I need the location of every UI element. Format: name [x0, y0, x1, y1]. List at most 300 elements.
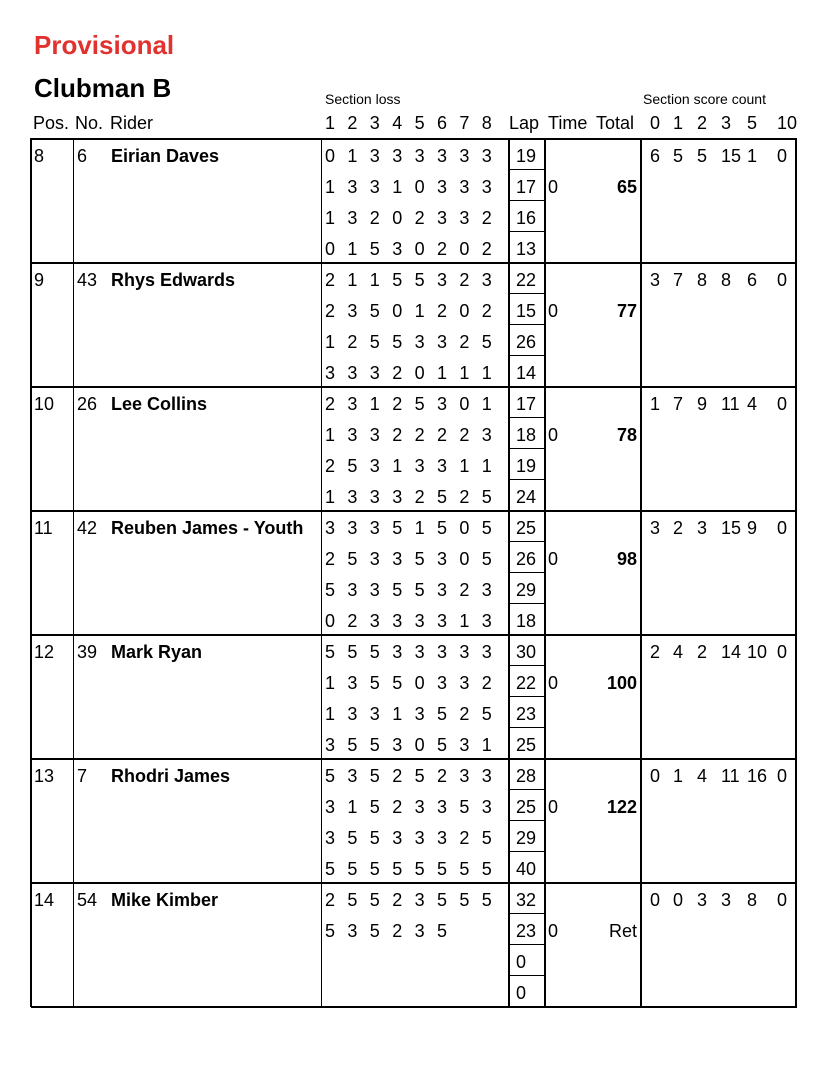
score-count: 3: [650, 270, 661, 290]
section-score: 3: [369, 580, 380, 600]
section-score: 3: [414, 890, 425, 910]
section-score: 5: [369, 859, 380, 879]
section-number-header: 4: [392, 113, 403, 133]
section-score: 2: [392, 766, 403, 786]
section-score: 3: [369, 611, 380, 631]
section-score: 1: [414, 301, 425, 321]
lap-divider: [509, 944, 545, 945]
section-score: 2: [325, 549, 336, 569]
section-score: 1: [347, 797, 358, 817]
section-score: 3: [437, 270, 448, 290]
section-score: 5: [392, 580, 403, 600]
section-score: 1: [347, 146, 358, 166]
section-number-header: 6: [437, 113, 448, 133]
score-count: 5: [697, 146, 708, 166]
section-score: 2: [325, 890, 336, 910]
section-score: 2: [437, 239, 448, 259]
lap-total: 13: [516, 239, 537, 259]
section-score: 5: [481, 518, 492, 538]
section-score: 5: [392, 859, 403, 879]
section-score: 3: [325, 735, 336, 755]
score-count: 0: [777, 642, 788, 662]
section-score: 3: [459, 642, 470, 662]
section-score: 2: [392, 363, 403, 383]
section-score: 1: [459, 363, 470, 383]
section-number-header: 2: [347, 113, 358, 133]
section-score: 1: [325, 673, 336, 693]
section-score: 3: [414, 704, 425, 724]
section-score: 3: [414, 797, 425, 817]
section-score: 0: [459, 239, 470, 259]
section-score: 3: [437, 611, 448, 631]
section-score: 2: [437, 766, 448, 786]
section-score: 5: [369, 797, 380, 817]
section-score: 3: [437, 394, 448, 414]
section-score: 0: [414, 239, 425, 259]
section-score: 5: [347, 859, 358, 879]
section-score: 0: [414, 177, 425, 197]
score-value-header: 10: [777, 113, 798, 133]
section-score: 5: [437, 735, 448, 755]
rider-number: 6: [77, 146, 88, 166]
section-score: 5: [437, 518, 448, 538]
section-score: 3: [369, 363, 380, 383]
section-score: 5: [347, 890, 358, 910]
lap-header: Lap: [509, 113, 540, 133]
section-score: 2: [437, 425, 448, 445]
section-score: 1: [392, 456, 403, 476]
lap-divider: [509, 448, 545, 449]
section-score: 1: [437, 363, 448, 383]
section-score: 1: [414, 518, 425, 538]
row-divider: [31, 1006, 797, 1008]
section-score: 5: [481, 332, 492, 352]
section-score: 2: [347, 332, 358, 352]
score-count: 11: [721, 394, 740, 414]
score-count: 0: [777, 518, 788, 538]
column-divider: [73, 138, 74, 1007]
rider-number: 43: [77, 270, 98, 290]
score-count: 5: [673, 146, 684, 166]
row-divider: [31, 138, 797, 140]
row-divider: [31, 758, 797, 760]
lap-divider: [509, 913, 545, 914]
lap-total: 22: [516, 673, 537, 693]
section-score: 3: [347, 673, 358, 693]
section-score: 3: [392, 146, 403, 166]
section-score: 2: [325, 270, 336, 290]
section-score: 3: [369, 704, 380, 724]
score-count: 4: [673, 642, 684, 662]
section-score: 3: [325, 518, 336, 538]
section-score: 1: [369, 270, 380, 290]
section-score: 3: [459, 146, 470, 166]
section-score: 2: [414, 487, 425, 507]
section-score: 5: [459, 797, 470, 817]
section-score: 5: [392, 270, 403, 290]
section-number-header: 8: [481, 113, 492, 133]
lap-total: 26: [516, 549, 537, 569]
status-label: Provisional: [34, 30, 175, 60]
lap-divider: [509, 169, 545, 170]
score-count: 2: [697, 642, 708, 662]
score-count: 10: [747, 642, 768, 662]
section-score: 3: [437, 456, 448, 476]
section-score: 3: [347, 177, 358, 197]
rider-number: 42: [77, 518, 98, 538]
score-count: 0: [777, 270, 788, 290]
lap-total: 0: [516, 952, 527, 972]
column-divider: [640, 138, 642, 1007]
section-score: 0: [414, 363, 425, 383]
section-score: 5: [392, 673, 403, 693]
lap-divider: [509, 975, 545, 976]
section-loss-heading: Section loss: [325, 91, 401, 107]
section-score: 3: [347, 580, 358, 600]
lap-total: 17: [516, 177, 537, 197]
section-score: 5: [414, 580, 425, 600]
lap-total: 18: [516, 611, 537, 631]
rider-total: 77: [616, 301, 637, 321]
section-score: 1: [459, 611, 470, 631]
section-score: 3: [369, 425, 380, 445]
rider-number: 54: [77, 890, 98, 910]
section-score: 5: [369, 890, 380, 910]
rider-time: 0: [548, 425, 559, 445]
lap-total: 26: [516, 332, 537, 352]
rider-time: 0: [548, 797, 559, 817]
section-score: 3: [414, 828, 425, 848]
section-score: 2: [459, 487, 470, 507]
rider-time: 0: [548, 301, 559, 321]
section-score: 5: [369, 766, 380, 786]
section-score: 3: [347, 704, 358, 724]
section-score: 5: [369, 332, 380, 352]
rider-name: Lee Collins: [111, 394, 208, 414]
section-score: 3: [392, 487, 403, 507]
score-count: 9: [697, 394, 708, 414]
rider-name: Mark Ryan: [111, 642, 203, 662]
rider-name: Reuben James - Youth: [111, 518, 304, 538]
section-score: 0: [459, 549, 470, 569]
section-score: 1: [481, 456, 492, 476]
section-score: 5: [392, 332, 403, 352]
section-score: 5: [481, 859, 492, 879]
lap-divider: [509, 231, 545, 232]
section-score: 2: [437, 301, 448, 321]
section-score: 2: [481, 301, 492, 321]
rider-total: 100: [606, 673, 637, 693]
section-score: 3: [437, 208, 448, 228]
section-score: 5: [369, 921, 380, 941]
rider-time: 0: [548, 177, 559, 197]
section-score: 3: [414, 642, 425, 662]
section-score: 5: [437, 921, 448, 941]
lap-total: 17: [516, 394, 537, 414]
section-score: 2: [481, 239, 492, 259]
section-number-header: 7: [459, 113, 470, 133]
lap-total: 25: [516, 797, 537, 817]
rider-position: 11: [34, 518, 53, 538]
score-count: 2: [673, 518, 684, 538]
section-score: 3: [369, 549, 380, 569]
section-number-header: 3: [369, 113, 380, 133]
section-score: 2: [392, 890, 403, 910]
section-score: 0: [414, 673, 425, 693]
section-score: 3: [325, 363, 336, 383]
section-score: 5: [481, 487, 492, 507]
lap-total: 0: [516, 983, 527, 1003]
score-count: 7: [673, 394, 684, 414]
score-value-header: 5: [747, 113, 758, 133]
section-score: 2: [392, 921, 403, 941]
lap-total: 14: [516, 363, 537, 383]
section-score: 1: [369, 394, 380, 414]
section-score: 1: [325, 332, 336, 352]
section-score: 5: [437, 704, 448, 724]
section-score: 5: [369, 673, 380, 693]
row-divider: [31, 510, 797, 512]
lap-divider: [509, 665, 545, 666]
section-score: 3: [347, 921, 358, 941]
section-score: 1: [481, 735, 492, 755]
rider-position: 14: [34, 890, 55, 910]
score-count: 0: [650, 890, 661, 910]
score-count: 14: [721, 642, 742, 662]
section-score: 3: [437, 146, 448, 166]
section-score: 0: [459, 518, 470, 538]
score-count: 7: [673, 270, 684, 290]
section-score: 5: [369, 735, 380, 755]
section-score: 5: [325, 642, 336, 662]
lap-divider: [509, 789, 545, 790]
section-score: 3: [392, 735, 403, 755]
rider-position: 13: [34, 766, 55, 786]
section-score: 5: [481, 704, 492, 724]
section-score: 3: [481, 425, 492, 445]
section-score: 1: [392, 704, 403, 724]
section-score: 3: [392, 239, 403, 259]
section-score: 3: [459, 177, 470, 197]
score-count: 11: [721, 766, 740, 786]
section-score: 5: [347, 642, 358, 662]
section-score: 3: [481, 642, 492, 662]
score-value-header: 3: [721, 113, 732, 133]
section-score-count-heading: Section score count: [643, 91, 766, 107]
section-score: 1: [325, 704, 336, 724]
lap-total: 18: [516, 425, 537, 445]
score-count: 4: [697, 766, 708, 786]
rider-total: 65: [616, 177, 637, 197]
lap-divider: [509, 541, 545, 542]
section-score: 5: [325, 921, 336, 941]
rider-time: 0: [548, 921, 559, 941]
score-count: 0: [777, 146, 788, 166]
section-score: 3: [369, 146, 380, 166]
section-score: 3: [459, 766, 470, 786]
score-count: 1: [673, 766, 684, 786]
section-score: 3: [481, 270, 492, 290]
section-score: 3: [437, 580, 448, 600]
section-score: 2: [459, 270, 470, 290]
section-score: 0: [414, 735, 425, 755]
section-score: 1: [325, 425, 336, 445]
section-score: 5: [369, 642, 380, 662]
section-score: 3: [459, 208, 470, 228]
section-score: 2: [459, 704, 470, 724]
section-score: 5: [347, 456, 358, 476]
score-count: 3: [650, 518, 661, 538]
column-divider: [795, 138, 797, 1007]
lap-total: 22: [516, 270, 537, 290]
lap-total: 30: [516, 642, 537, 662]
section-score: 2: [459, 828, 470, 848]
lap-total: 23: [516, 921, 537, 941]
rider-position: 12: [34, 642, 55, 662]
score-value-header: 2: [697, 113, 708, 133]
section-score: 3: [347, 394, 358, 414]
rider-number: 26: [77, 394, 98, 414]
rider-time: 0: [548, 673, 559, 693]
section-score: 0: [325, 611, 336, 631]
lap-total: 28: [516, 766, 537, 786]
section-score: 5: [481, 890, 492, 910]
section-score: 0: [459, 301, 470, 321]
lap-total: 15: [516, 301, 537, 321]
section-score: 2: [481, 673, 492, 693]
score-count: 15: [721, 146, 742, 166]
section-score: 3: [347, 425, 358, 445]
section-score: 1: [325, 177, 336, 197]
section-score: 3: [481, 146, 492, 166]
section-score: 3: [414, 332, 425, 352]
section-score: 5: [347, 549, 358, 569]
section-score: 5: [414, 270, 425, 290]
score-count: 8: [697, 270, 708, 290]
rider-header: Rider: [110, 113, 154, 133]
score-count: 0: [777, 766, 788, 786]
section-score: 2: [325, 394, 336, 414]
section-score: 3: [414, 456, 425, 476]
section-score: 1: [459, 456, 470, 476]
section-score: 5: [414, 549, 425, 569]
section-score: 3: [392, 549, 403, 569]
section-score: 3: [369, 518, 380, 538]
section-score: 3: [459, 735, 470, 755]
section-score: 3: [325, 828, 336, 848]
rider-total: 122: [606, 797, 637, 817]
section-score: 3: [414, 921, 425, 941]
section-score: 0: [325, 239, 336, 259]
section-score: 0: [325, 146, 336, 166]
rider-name: Mike Kimber: [111, 890, 219, 910]
lap-total: 23: [516, 704, 537, 724]
rider-total: 98: [616, 549, 637, 569]
section-score: 3: [437, 549, 448, 569]
score-count: 0: [777, 890, 788, 910]
section-score: 2: [325, 301, 336, 321]
section-score: 5: [481, 549, 492, 569]
section-score: 5: [414, 859, 425, 879]
section-score: 3: [437, 673, 448, 693]
lap-divider: [509, 603, 545, 604]
lap-divider: [509, 696, 545, 697]
score-count: 3: [697, 890, 708, 910]
section-score: 2: [481, 208, 492, 228]
section-score: 3: [347, 766, 358, 786]
section-score: 5: [414, 766, 425, 786]
section-score: 1: [347, 239, 358, 259]
lap-divider: [509, 200, 545, 201]
score-count: 0: [650, 766, 661, 786]
lap-divider: [509, 727, 545, 728]
row-divider: [31, 882, 797, 884]
section-score: 2: [325, 456, 336, 476]
section-score: 1: [325, 208, 336, 228]
section-score: 5: [392, 518, 403, 538]
section-score: 2: [459, 425, 470, 445]
section-score: 3: [347, 208, 358, 228]
section-score: 3: [325, 797, 336, 817]
lap-divider: [509, 851, 545, 852]
section-score: 5: [459, 890, 470, 910]
lap-divider: [509, 820, 545, 821]
section-score: 1: [481, 363, 492, 383]
section-score: 3: [392, 611, 403, 631]
pos-header: Pos.: [33, 113, 70, 133]
section-score: 3: [369, 177, 380, 197]
section-score: 5: [437, 487, 448, 507]
rider-name: Eirian Daves: [111, 146, 220, 166]
section-score: 3: [437, 332, 448, 352]
row-divider: [31, 634, 797, 636]
section-score: 3: [481, 797, 492, 817]
section-score: 5: [325, 580, 336, 600]
section-score: 3: [481, 766, 492, 786]
lap-total: 25: [516, 518, 537, 538]
rider-position: 8: [34, 146, 45, 166]
section-score: 5: [325, 859, 336, 879]
section-number-header: 1: [325, 113, 336, 133]
score-count: 8: [747, 890, 758, 910]
total-header: Total: [596, 113, 635, 133]
section-score: 2: [392, 425, 403, 445]
lap-total: 19: [516, 146, 537, 166]
rider-number: 7: [77, 766, 88, 786]
section-score: 5: [369, 828, 380, 848]
section-score: 2: [459, 332, 470, 352]
score-count: 6: [747, 270, 758, 290]
section-score: 0: [459, 394, 470, 414]
section-score: 3: [369, 456, 380, 476]
lap-divider: [509, 324, 545, 325]
section-score: 3: [347, 301, 358, 321]
score-count: 15: [721, 518, 742, 538]
row-divider: [31, 262, 797, 264]
lap-total: 29: [516, 580, 537, 600]
rider-name: Rhys Edwards: [111, 270, 236, 290]
score-count: 2: [650, 642, 661, 662]
section-score: 0: [392, 301, 403, 321]
lap-total: 19: [516, 456, 537, 476]
section-score: 2: [414, 425, 425, 445]
section-score: 3: [481, 611, 492, 631]
lap-divider: [509, 355, 545, 356]
score-value-header: 0: [650, 113, 661, 133]
section-score: 5: [459, 859, 470, 879]
rider-total: Ret: [608, 921, 637, 941]
lap-total: 32: [516, 890, 537, 910]
